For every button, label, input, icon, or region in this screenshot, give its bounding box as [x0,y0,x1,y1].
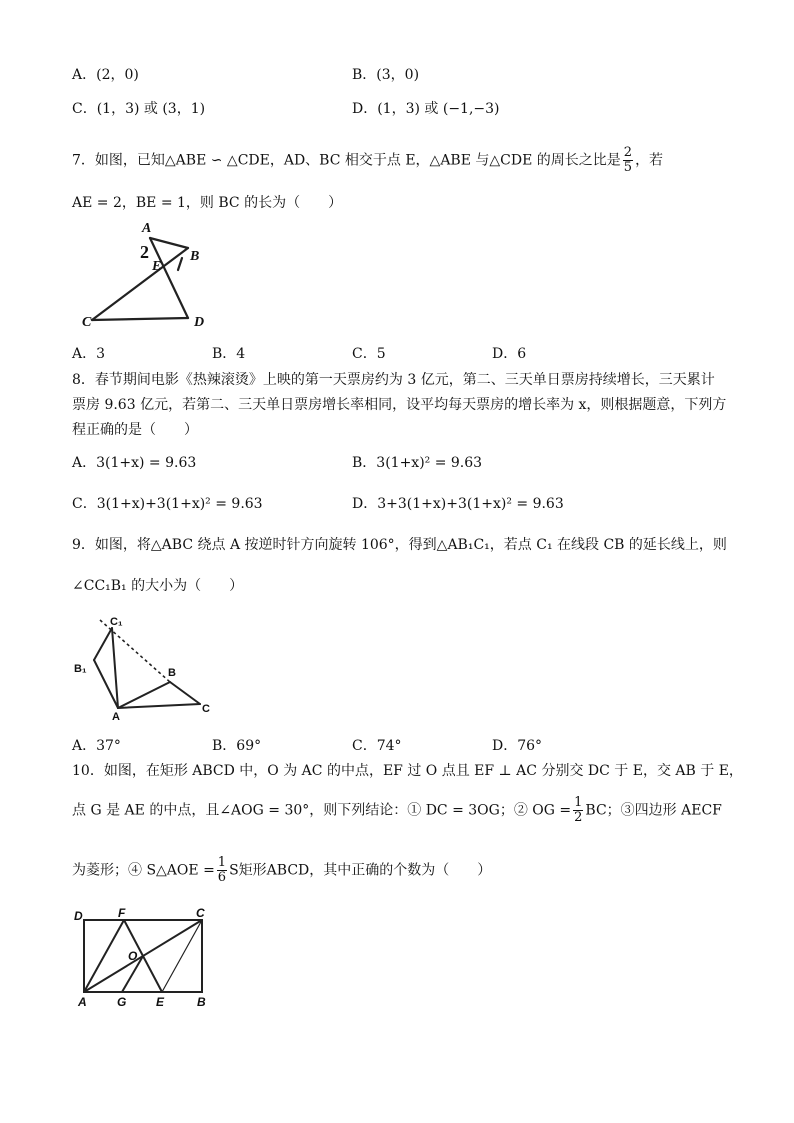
q8-option-c: C．3(1+x)+3(1+x)² = 9.63 [72,496,263,512]
q8-option-d: D．3+3(1+x)+3(1+x)² = 9.63 [352,496,564,512]
q7-option-a: A．3 [72,346,106,362]
q9-segment-bc [170,682,200,704]
q10-stem-text-3: 为菱形；④ S△AOE = [72,862,215,879]
q7-label-d: D [194,315,205,330]
q9-option-d: D．76° [492,738,543,754]
q7-segment-ab [150,238,188,248]
q9-option-c: C．74° [352,738,402,754]
q7-tick-mark [178,258,182,270]
q10-label-a: A [78,995,87,1009]
q10-stem-text-tail: BC；③四边形 AECF [585,802,722,819]
q7-stem-text: 7．如图，已知△ABE ∽ △CDE，AD、BC 相交于点 E，△ABE 与△CDE 的周长之比是 [72,152,621,169]
q10-label-c: C [196,906,205,920]
q8-stem-line1: 8．春节期间电影《热辣滚烫》上映的第一天票房约为 3 亿元，第二、三天单日票房持续增长，三天累计 [72,372,715,388]
q10-stem-text: 点 G 是 AE 的中点，且∠AOG = 30°，则下列结论：① DC = 3OG；② OG = [72,802,572,819]
q10-fraction-sixth-numerator: 1 [217,855,227,870]
q7-label-2: 2 [140,242,149,262]
q10-label-b: B [197,995,206,1009]
q8-stem-line3: 程正确的是（ ） [72,422,198,438]
q6-option-d: D．(1，3) 或 (−1,−3) [352,101,500,117]
q9-label-a: A [112,711,120,723]
q8-option-a: A．3(1+x) = 9.63 [72,455,197,471]
q9-option-a: A．37° [72,738,121,754]
q7-stem-line2: AE = 2，BE = 1，则 BC 的长为（ ） [72,195,343,211]
q10-stem-line1: 10．如图，在矩形 ABCD 中，O 为 AC 的中点，EF 过 O 点且 EF ⊥ AC 分别交 DC 于 E，交 AB 于 E， [72,763,743,779]
q10-label-o: O [128,949,138,963]
q7-fraction-denominator: 5 [623,160,633,175]
q7-segment-ad [150,238,188,318]
q10-fraction-sixth-denominator: 6 [217,870,227,885]
q9-label-c1: C₁ [110,616,123,628]
q9-label-b: B [168,667,176,679]
q9-segment-ab [118,682,170,708]
q10-figure [70,906,220,1010]
q8-option-b: B．3(1+x)² = 9.63 [352,455,483,471]
q9-stem-line1: 9．如图，将△ABC 绕点 A 按逆时针方向旋转 106°，得到△AB₁C₁，若点 C₁ 在线段 CB 的延长线上，则 [72,537,727,553]
q6-option-a: A．(2，0) [72,67,139,83]
q7-figure [70,218,220,334]
q7-fraction [623,146,633,175]
q9-label-c: C [202,703,210,715]
q10-stem-line2 [72,796,722,825]
q8-stem-line2: 票房 9.63 亿元，若第二、三天单日票房增长率相同，设平均每天票房的增长率为 x，则根据题意，下列方 [72,397,727,413]
q10-label-e: E [156,995,165,1009]
q9-segment-c1b1 [94,628,112,660]
q10-label-d: D [74,909,83,923]
q6-option-c: C．(1，3) 或 (3，1) [72,101,206,117]
q10-fraction-sixth [217,856,227,885]
q10-stem-text-3-tail: S矩形ABCD，其中正确的个数为（ ） [229,862,492,879]
q9-label-b1: B₁ [74,663,87,675]
q10-fraction-half-denominator: 2 [574,810,583,825]
q10-segment-af [84,920,124,992]
q10-fraction-half [573,796,583,825]
q10-stem-line3 [72,856,491,885]
q7-stem-tail: ，若 [635,152,664,169]
q7-segment-cd [92,318,188,320]
q7-label-b: B [190,249,200,264]
q7-label-e: E [152,259,162,274]
q7-stem-line1 [72,146,663,175]
q10-segment-ec [162,920,202,992]
q10-label-g: G [117,995,127,1009]
q10-fraction-half-numerator: 1 [574,795,583,810]
q9-segment-ac [118,704,200,708]
q7-option-c: C．5 [352,346,386,362]
q9-stem-line2: ∠CC₁B₁ 的大小为（ ） [72,578,244,594]
q7-option-b: B．4 [212,346,246,362]
q9-dashed-extension [100,620,170,682]
q7-option-d: D．6 [492,346,527,362]
q10-label-f: F [118,906,126,920]
q9-option-b: B．69° [212,738,262,754]
q9-figure [70,612,220,722]
q7-fraction-numerator: 2 [623,145,633,160]
q7-label-c: C [82,315,92,330]
q6-option-b: B．(3，0) [352,67,420,83]
q7-label-a: A [142,221,152,236]
